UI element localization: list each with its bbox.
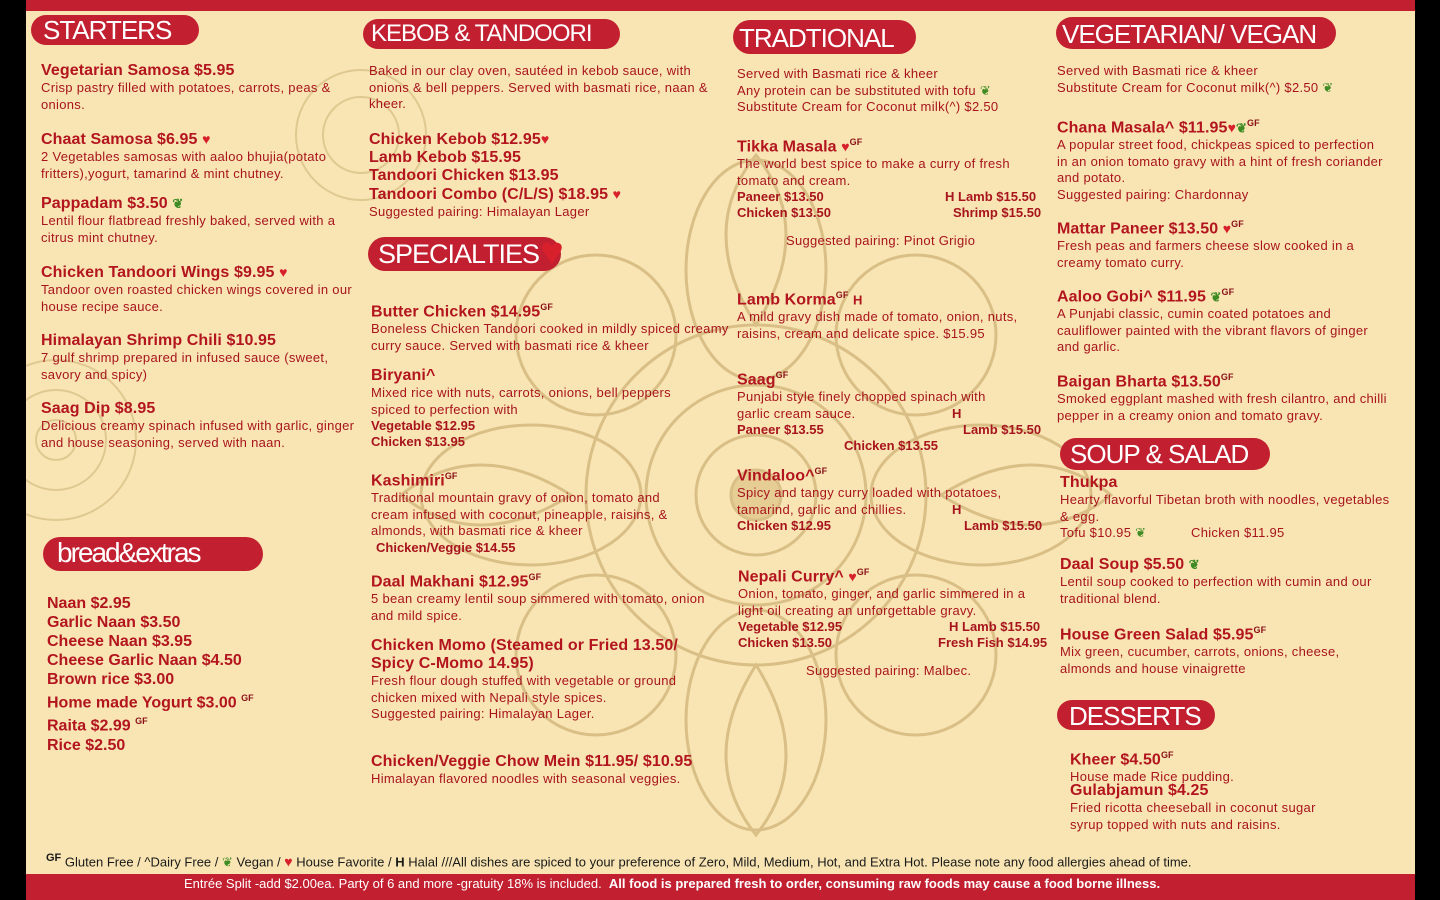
special-kashimiri: Kashimiri$^{GF}$ Traditional mountain gravy of onion, tomato and cream infused with coconut, pineapple, raisins, & almonds, with basmati rice & kheer Chicken/Veggie $14.55 xyxy=(371,471,668,555)
starter-shrimp-chili: Himalayan Shrimp Chili $10.95 7 gulf shrimp prepared in infused sauce (sweet, savory and spicy) xyxy=(41,332,329,382)
house-favorite-icon: ♥ xyxy=(540,130,550,147)
bottom-notice: Entrée Split -add $2.00ea. Party of 6 and more -gratuity 18% is included. All food is prepared fresh to order, consuming raw foods may cause a food borne illness. xyxy=(184,876,1161,891)
kebob-heading: KEBOB & TANDOORI xyxy=(363,19,620,49)
starter-vegetarian-samosa: Vegetarian Samosa $5.95 Crisp pastry filled with potatoes, carrots, peas & onions. xyxy=(41,62,331,112)
vegan-leaf-icon: ❦ xyxy=(1135,525,1147,540)
house-favorite-icon: ♥ xyxy=(612,185,622,202)
special-chow-mein: Chicken/Veggie Chow Mein $11.95/ $10.95 Himalayan flavored noodles with seasonal veggies. xyxy=(371,753,693,786)
bread-item: Cheese Naan $3.95 xyxy=(47,633,192,650)
veg-intro: Served with Basmati rice & kheer Substitute Cream for Coconut milk(^) $2.50 ❦ xyxy=(1057,63,1334,95)
soup-salad-heading: SOUP & SALAD xyxy=(1060,438,1270,470)
salad-house-green: House Green Salad $\$5.95^{GF}$ Mix green, cucumber, carrots, onions, cheese, almonds and house vinaigrette xyxy=(1060,625,1340,676)
soup-thukpa: Thukpa Hearty flavorful Tibetan broth with noodles, vegetables & egg. Tofu $10.95 ❦ Chicken $11.95 xyxy=(1060,474,1390,540)
vegan-leaf-icon: ❦ xyxy=(979,82,992,98)
bread-item: Brown rice $3.00 xyxy=(47,671,175,688)
vegan-leaf-icon: ❦ xyxy=(172,196,184,211)
bread-extras-list xyxy=(47,594,254,755)
traditional-vindaloo: Vindaloo^$^{GF}$ Spicy and tangy curry loaded with potatoes, tamarind, garlic and chillies. Chicken $12.95 Lamb $15.50 H xyxy=(737,466,1043,534)
bread-item: Rice $2.50 xyxy=(47,736,126,754)
nepali-pairing: Suggested pairing: Malbec. xyxy=(806,663,972,678)
special-biryani: Biryani^ Mixed rice with nuts, carrots, onions, bell peppers spiced to perfection with Vegetable $12.95 Chicken $13.95 xyxy=(371,367,671,449)
bread-item: Cheese Garlic Naan $4.50 xyxy=(47,652,242,669)
tikka-pairing: Suggested pairing: Pinot Grigio xyxy=(786,233,976,248)
soup-daal: Daal Soup $5.50 ❦ Lentil soup cooked to perfection with cumin and our traditional blend. xyxy=(1060,556,1372,606)
starter-saag-dip: Saag Dip $8.95 Delicious creamy spinach infused with garlic, ginger and house seasoning, served with naan. xyxy=(41,400,355,450)
starters-heading: STARTERS xyxy=(31,15,199,45)
special-butter-chicken: Butter Chicken $\$14.95^{GF}$ Boneless Chicken Tandoori cooked in mildly spiced creamy curry sauce. Served with basmati rice & kheer xyxy=(371,302,729,353)
house-favorite-icon: ♥ xyxy=(284,853,293,870)
traditional-heading: TRADTIONAL xyxy=(733,20,916,54)
traditional-intro: Served with Basmati rice & kheer Any protein can be substituted with tofu ❦ Substitute Cream for Coconut milk(^) $2.50 xyxy=(737,66,999,114)
starter-pappadam: Pappadam $3.50 ❦ Lentil flour flatbread freshly baked, served with a citrus mint chutney. xyxy=(41,195,336,245)
veg-baigan-bharta: Baigan Bharta $\$13.50^{GF}$ Smoked eggplant mashed with fresh cilantro, and chilli pepper in a creamy onion and tomato gravy. xyxy=(1057,372,1387,423)
house-favorite-icon: ♥ xyxy=(202,131,211,147)
specialties-heading: SPECIALTIES xyxy=(368,237,561,271)
bread-item: Garlic Naan $3.50 xyxy=(47,614,181,631)
desserts-heading: DESSERTS xyxy=(1057,700,1215,730)
kebob-section: Baked in our clay oven, sautéed in kebob sauce, with onions & bell peppers. Served with basmati rice, naan & kheer. Chicken Kebob $12.95♥ Lamb Kebob $15.95 Tandoori Chicken $13.95 Tandoori Combo (C/L/S) $18.95 ♥ Suggested pairing: Himalayan Lager xyxy=(369,63,708,219)
traditional-saag: Saag$^{GF}$ Punjabi style finely chopped spinach with garlic cream sauce. Paneer $13.55 Lamb $15.50 H Chicken $13.55 xyxy=(737,370,1042,454)
vegan-leaf-icon: ❦ xyxy=(1322,79,1334,95)
special-chicken-momo: Chicken Momo (Steamed or Fried 13.50/ Spicy C-Momo 14.95) Fresh flour dough stuffed with vegetable or ground chicken mixed with Nepali style spices. Suggested pairing: Himalayan Lager. xyxy=(371,637,678,721)
house-favorite-icon: ♥ xyxy=(1222,220,1232,237)
traditional-tikka-masala: Tikka Masala ♥$^{GF}$ The world best spice to make a curry of fresh tomato and cream. Paneer $13.50 H Lamb $15.50 Chicken $13.50 Shrimp $15.50 xyxy=(737,137,1042,221)
legend-footnote: $^{GF}$ Gluten Free / ^Dairy Free / ❦ Vegan / ♥ House Favorite / H Halal ///All dishes are spiced to your preference of Zero, Mild, Medium, Hot, and Extra Hot. Please note any food allergies ahead of time. xyxy=(46,852,1192,870)
vegan-leaf-icon: ❦ xyxy=(1210,289,1222,305)
veg-mattar-paneer: Mattar Paneer $13.50 ♥$^{GF}$ Fresh peas and farmers cheese slow cooked in a creamy tomato curry. xyxy=(1057,219,1355,270)
starter-chicken-wings: Chicken Tandoori Wings $9.95 ♥ Tandoor oven roasted chicken wings covered in our house recipe sauce. xyxy=(41,264,352,314)
top-red-bar xyxy=(26,0,1415,11)
house-favorite-icon: ♥ xyxy=(1227,119,1236,136)
house-favorite-icon: ♥ xyxy=(848,568,857,585)
traditional-nepali-curry: Nepali Curry^ ♥$^{GF}$ Onion, tomato, ginger, and garlic simmered in a light oil creating an unforgettable gravy. Vegetable $12.95 H Lamb $15.50 Chicken $13.50 Fresh Fish $14.95 xyxy=(738,567,1048,651)
bread-extras-heading: bread&extras xyxy=(43,537,263,571)
heart-icon: ♥ xyxy=(540,230,564,274)
traditional-lamb-korma: Lamb Korma$^{GF}$ H A mild gravy dish made of tomato, onion, nuts, raisins, cream and delicate spice. $15.95 xyxy=(737,290,1018,341)
vegan-leaf-icon: ❦ xyxy=(1235,120,1247,136)
vegan-leaf-icon: ❦ xyxy=(1188,557,1200,572)
bread-item: Home made Yogurt $3.00 xyxy=(47,694,237,712)
bread-item: Raita $2.99 xyxy=(47,717,131,735)
bread-item: Naan $2.95 xyxy=(47,595,131,612)
house-favorite-icon: ♥ xyxy=(841,138,850,155)
veg-aaloo-gobi: Aaloo Gobi^ $11.95 ❦$^{GF}$ A Punjabi classic, cumin coated potatoes and cauliflower painted with the vibrant flavors of ginger and garlic. xyxy=(1057,287,1369,355)
gluten-free-badge: GF xyxy=(135,716,148,727)
special-daal-makhani: Daal Makhani $\$12.95^{GF}$ 5 bean creamy lentil soup simmered with tomato, onion and mild spice. xyxy=(371,572,705,623)
gluten-free-badge: GF xyxy=(241,693,254,703)
house-favorite-icon: ♥ xyxy=(279,264,288,280)
starter-chaat-samosa: Chaat Samosa $6.95 ♥ 2 Vegetables samosas with aaloo bhujia(potato fritters),yogurt, tamarind & mint chutney. xyxy=(41,131,327,181)
menu-page xyxy=(26,0,1415,900)
vegan-leaf-icon: ❦ xyxy=(222,854,233,870)
vegetarian-heading: VEGETARIAN/ VEGAN xyxy=(1056,17,1336,49)
dessert-kheer: Kheer $\$4.50^{GF}$ House made Rice pudding. xyxy=(1070,750,1235,785)
dessert-gulabjamun: Gulabjamun $4.25 Fried ricotta cheeseball in coconut sugar syrup topped with nuts and raisins. xyxy=(1070,782,1316,832)
veg-chana-masala: Chana Masala^ $11.95♥❦$^{GF}$ A popular street food, chickpeas spiced to perfection in an onion tomato gravy with a hint of fresh coriander and potato. Suggested pairing: Chardonnay xyxy=(1057,118,1383,202)
